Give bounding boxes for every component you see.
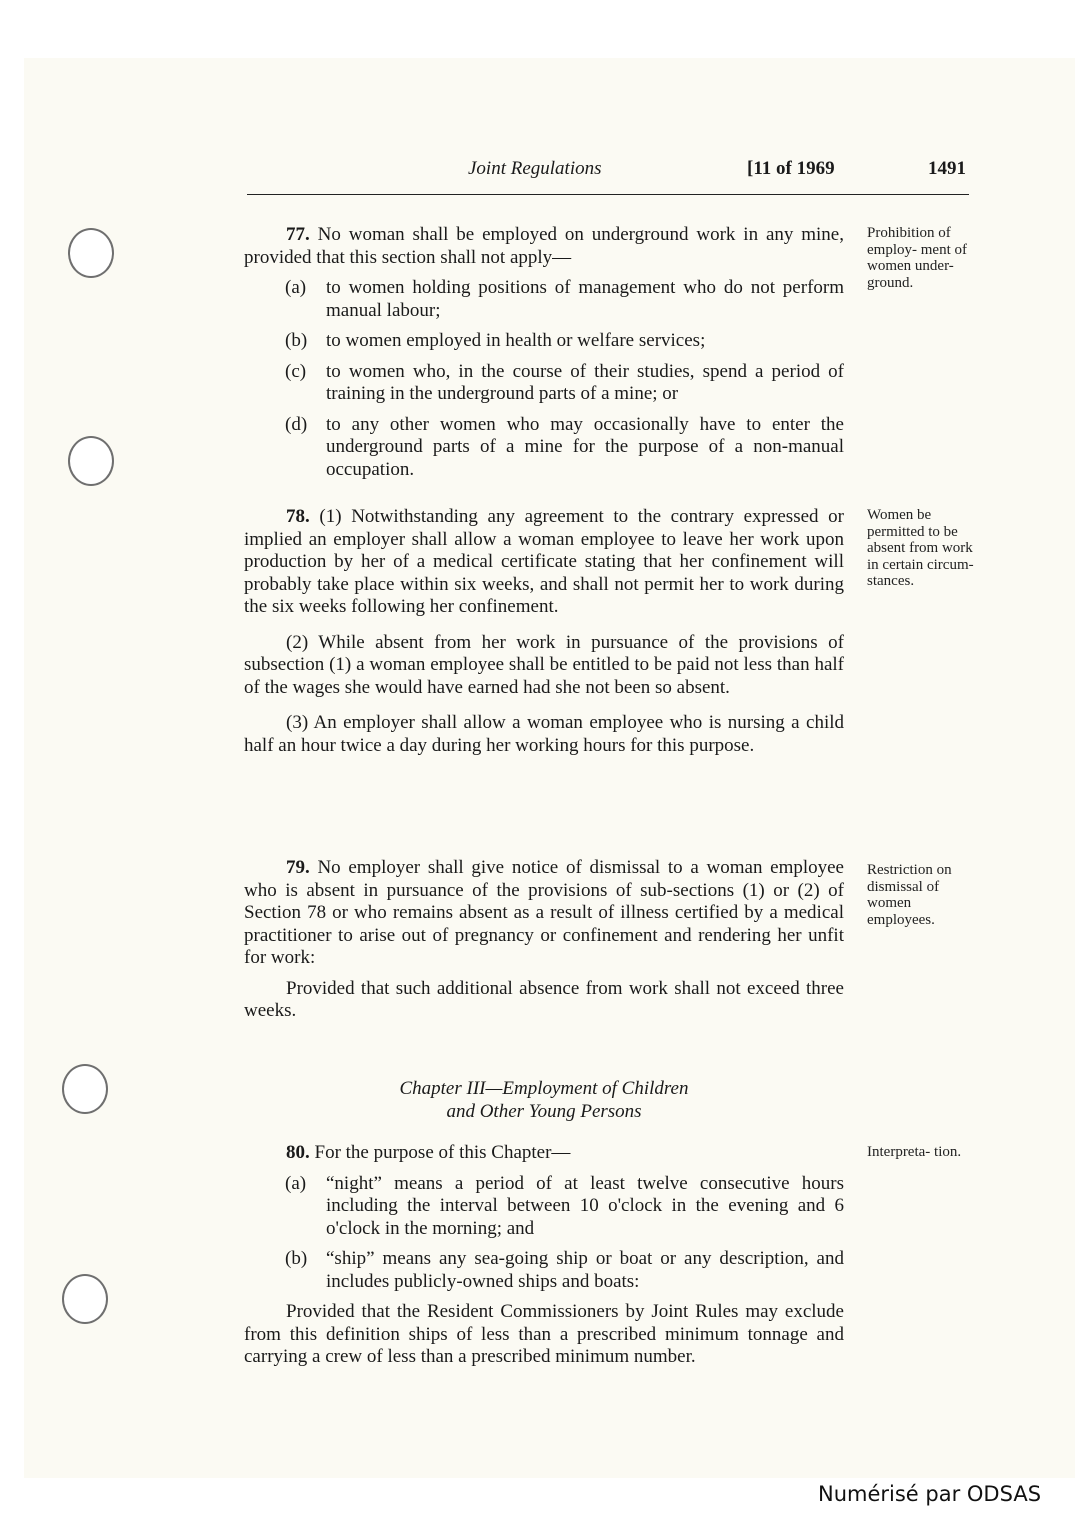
header-rule xyxy=(247,194,969,195)
chapter-heading-line: Chapter III—Employment of Children xyxy=(399,1078,689,1099)
list-item: (a) “night” means a period of at least twelve consecutive hours including the interval between 10 o'clock in the evening and 6 o'clock in the morning; and xyxy=(285,1172,844,1239)
act-reference: [11 of 1969 xyxy=(747,158,835,179)
list-item: (d) to any other women who may occasionally have to enter the underground parts of a mine for the purpose of a non-manual occupation. xyxy=(285,413,844,480)
section-78 xyxy=(244,506,844,757)
section-78-sub2: (2) While absent from her work in pursuance of the provisions of subsection (1) a woman employee shall be entitled to be paid not less than half of the wages she would have earned had she not been so absent. xyxy=(244,631,844,698)
section-80-intro: 80. For the purpose of this Chapter— xyxy=(286,1142,571,1163)
section-77 xyxy=(244,224,844,481)
section-79-text: 79. No employer shall give notice of dismissal to a woman employee who is absent in pursuance of the provisions of sub-sections (1) or (2) of Section 78 or who remains absent as a result of illness certified by a medical practitioner to arise out of pregnancy or confinement and rendering her unfit for work: xyxy=(244,857,844,968)
section-78-sub3: (3) An employer shall allow a woman employee who is nursing a child half an hour twice a day during her working hours for this purpose. xyxy=(244,712,844,756)
margin-note-79: Restriction on dismissal of women employees. xyxy=(867,862,952,928)
section-number: 80. xyxy=(286,1142,310,1163)
chapter-heading-line: and Other Young Persons xyxy=(446,1100,642,1122)
section-number: 78. xyxy=(286,506,310,527)
section-79-proviso: Provided that such additional absence from work shall not exceed three weeks. xyxy=(244,977,844,1021)
punch-hole xyxy=(68,228,114,278)
section-80 xyxy=(244,1142,844,1369)
section-number: 79. xyxy=(286,857,310,878)
margin-note-80: Interpreta- tion. xyxy=(867,1144,962,1160)
running-title: Joint Regulations xyxy=(468,158,602,179)
list-item: (c) to women who, in the course of their studies, spend a period of training in the underground parts of a mine; or xyxy=(285,360,844,404)
section-78-sub1: 78. (1) Notwithstanding any agreement to the contrary expressed or implied an employer shall allow a woman employee to leave her work upon production by her of a medical certificate stating that her confinement will probably take place within six weeks, and shall not permit her to work during the six weeks following her confinement. xyxy=(244,506,845,617)
punch-hole xyxy=(68,436,114,486)
scan-credit: Numérisé par ODSAS xyxy=(818,1482,1042,1506)
margin-note-77: Prohibition of employ- ment of women under- ground. xyxy=(867,225,967,291)
list-item: (b) “ship” means any sea-going ship or boat or any description, and includes publicly-owned ships and boats: xyxy=(285,1248,844,1292)
punch-hole xyxy=(62,1274,108,1324)
list-item: (a) to women holding positions of management who do not perform manual labour; xyxy=(285,277,844,321)
list-item: (b) to women employed in health or welfare services; xyxy=(285,330,706,351)
margin-note-78: Women be permitted to be absent from work in certain circum- stances. xyxy=(867,507,974,589)
chapter-heading xyxy=(244,1078,844,1123)
punch-hole xyxy=(62,1064,108,1114)
section-77-intro: 77. No woman shall be employed on underground work in any mine, provided that this section shall not apply— xyxy=(244,224,844,268)
section-number: 77. xyxy=(286,224,310,245)
page-number: 1491 xyxy=(928,158,966,179)
section-79 xyxy=(244,857,844,1023)
section-80-proviso: Provided that the Resident Commissioners by Joint Rules may exclude from this definition ships of less than a prescribed minimum tonnage and carrying a crew of less than a prescribed minimum number. xyxy=(244,1301,844,1367)
